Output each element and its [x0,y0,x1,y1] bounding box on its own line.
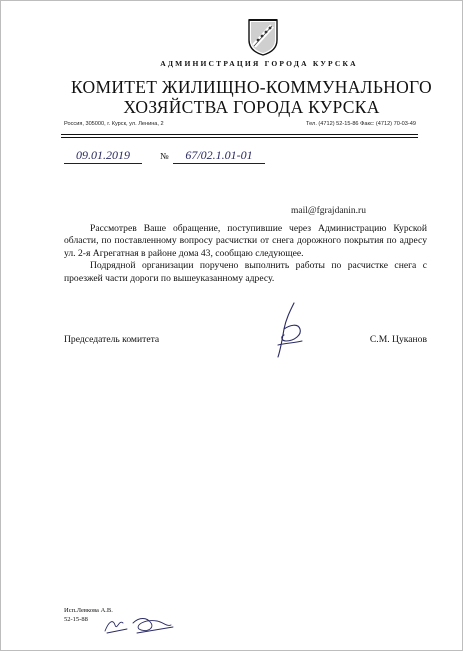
executor-name: Исп.Левкова А.В. [64,607,113,614]
handwritten-signature [264,301,314,361]
body-paragraph-2: Подрядной организации поручено выполнить работы по расчистке снега с проезжей части дороги по вышеуказанному адресу. [64,260,427,284]
executor-phone: 52-15-88 [64,615,88,623]
letter-body [64,223,427,285]
signatory-name: С.М. Цуканов [369,334,427,345]
registration-date: 09.01.2019 [64,148,142,164]
signatory-title: Председатель комитета [64,334,160,345]
body-paragraph-1: Рассмотрев Ваше обращение, поступившие через Администрацию Курской области, по поставленному вопросу расчистки от снега дорожного покрытия по адресу ул. 2-я Агрегатная в районе дома 43, сообщаю следующее. [64,223,427,259]
coat-of-arms-icon [247,18,279,56]
header-rule [61,134,418,135]
administration-heading: АДМИНИСТРАЦИЯ ГОРОДА КУРСКА [160,59,358,68]
phone-fax: Тел. (4712) 52-15-86 Факс: (4712) 70-03-49 [306,121,416,127]
executor-initials-signature [101,613,181,637]
postal-address: Россия, 305000, г. Курск, ул. Ленина, 2 [64,121,164,127]
committee-title [41,77,462,117]
committee-title-line2: ХОЗЯЙСТВА ГОРОДА КУРСКА [123,97,380,117]
registration-number: 67/02.1.01-01 [173,148,265,164]
recipient-email: mail@fgrajdanin.ru [291,206,366,216]
header-rule-thin [61,137,418,138]
registration-number-label: № [160,151,169,161]
committee-title-line1: КОМИТЕТ ЖИЛИЩНО-КОММУНАЛЬНОГО [71,77,432,97]
